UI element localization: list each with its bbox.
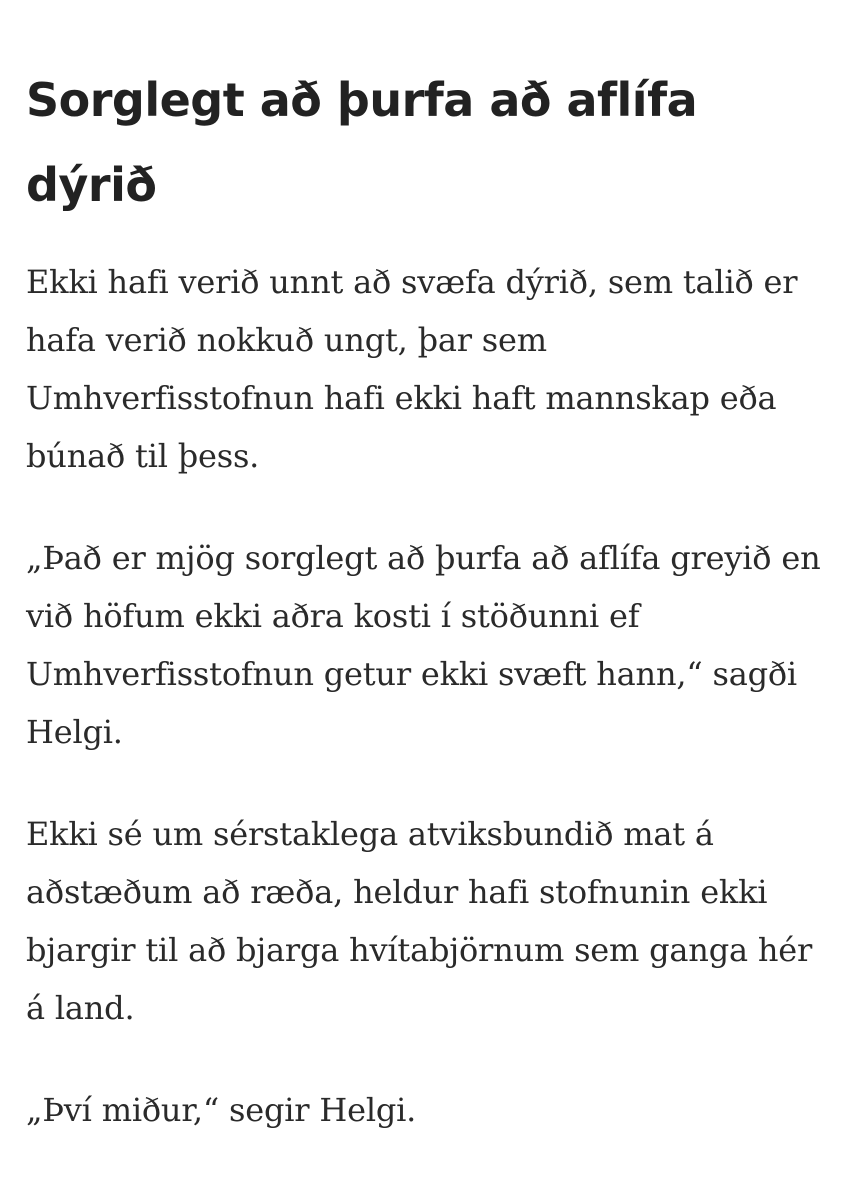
article-paragraph-2: „Það er mjög sorglegt að þurfa að aflífa greyið en við höfum ekki aðra kosti í stöðunni ef Umhverfisstofnun getur ekki svæft hann,“ sagði Helgi. — [26, 539, 821, 751]
article-paragraph-3: Ekki sé um sérstaklega atviksbundið mat á aðstæðum að ræða, heldur hafi stofnunin ekki bjargir til að bjarga hvítabjörnum sem ganga hér á land. — [26, 815, 813, 1027]
news-article — [26, 58, 826, 1139]
article-paragraph-4: „Því miður,“ segir Helgi. — [26, 1091, 417, 1129]
article-headline: Sorglegt að þurfa að aflífa dýrið — [26, 73, 698, 212]
article-paragraph-1: Ekki hafi verið unnt að svæfa dýrið, sem talið er hafa verið nokkuð ungt, þar sem Umhverfisstofnun hafi ekki haft mannskap eða búnað til þess. — [26, 263, 798, 475]
